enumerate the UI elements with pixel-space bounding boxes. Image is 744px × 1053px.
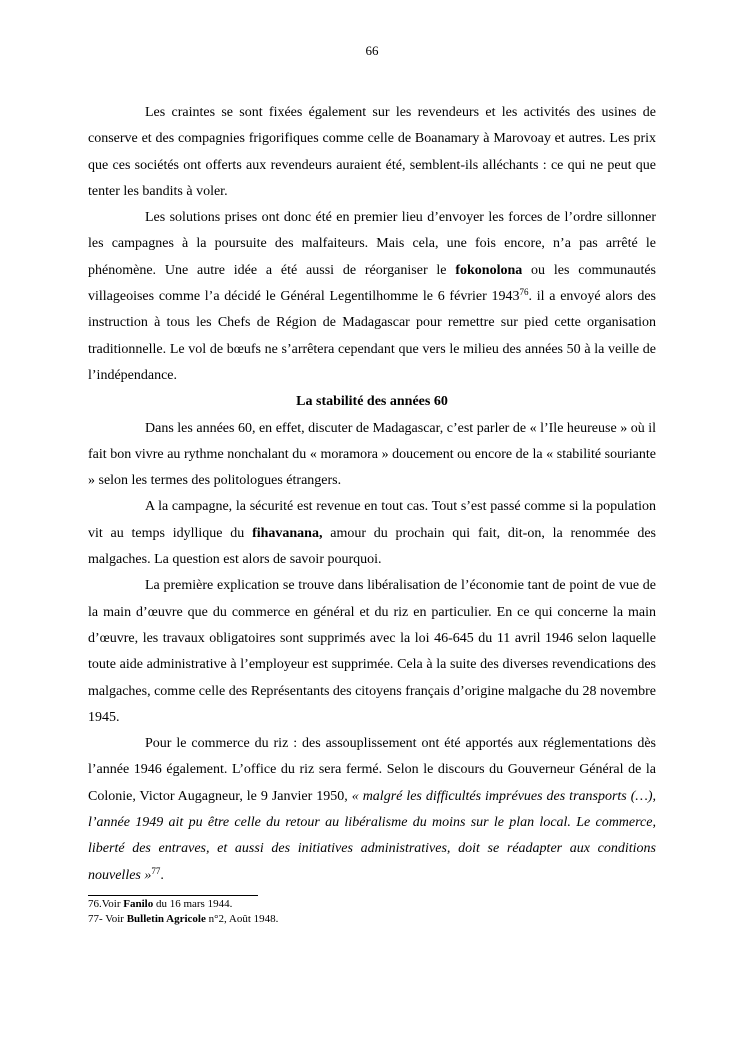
footnotes — [88, 897, 656, 927]
paragraph-1-text: Les craintes se sont fixées également sur les revendeurs et les activités des usines de conserve et des compagnies frigorifiques comme celle de Boanamary à Marovoay et autres. Les prix que ces sociétés ont offerts aux revendeurs auraient été, semblent-ils alléchants : ce qui ne peut que tenter les bandits à voler. — [88, 105, 656, 199]
footnote-77 — [88, 912, 656, 927]
paragraph-3-text: Dans les années 60, en effet, discuter de Madagascar, c’est parler de « l’Ile heureuse » où il fait bon vivre au rythme nonchalant du « moramora » doucement ou encore de la « stabilité souriante » selon les termes des politologues étrangers. — [88, 420, 656, 489]
paragraph-2 — [88, 205, 656, 389]
paragraph-4-text-b: amour du prochain qui fait, dit-on, la renommée des malgaches. La question est alors de savoir pourquoi. — [88, 525, 656, 568]
paragraph-3 — [88, 416, 656, 495]
footnote-77-suffix: n°2, Août 1948. — [205, 913, 279, 925]
page-number: 66 — [365, 43, 379, 58]
footnote-ref-77: 77 — [151, 865, 161, 876]
section-heading: La stabilité des années 60 — [296, 394, 448, 410]
paragraph-1 — [88, 100, 656, 205]
term-fihavanana: fihavanana, — [252, 525, 323, 541]
footnote-77-source: Bulletin Agricole — [126, 913, 206, 925]
body-text — [88, 100, 656, 889]
term-fokonolona: fokonolona — [455, 262, 523, 278]
paragraph-6-end: . — [160, 867, 164, 883]
footnote-76-suffix: du 16 mars 1944. — [153, 898, 233, 910]
paragraph-4 — [88, 494, 656, 573]
paragraph-2-text-b: ou les communautés villageoises comme l’a décidé le Général Legentilhomme le 6 février 1943 — [88, 262, 656, 305]
paragraph-6 — [88, 731, 656, 889]
footnote-76 — [88, 897, 656, 912]
paragraph-4-text-a: A la campagne, la sécurité est revenue en tout cas. Tout s’est passé comme si la population vit au temps idyllique du — [88, 499, 656, 541]
paragraph-5 — [88, 573, 656, 731]
footnote-77-prefix: 77- Voir — [88, 913, 127, 925]
footnote-76-source: Fanilo — [123, 898, 154, 910]
paragraph-6-text-a: Pour le commerce du riz : des assouplissement ont été apportés aux réglementations dès l’année 1946 également. L’office du riz sera fermé. Selon le discours du Gouverneur Général de la Colonie, Victor Augagneur, le 9 Janvier 1950, — [88, 736, 656, 804]
footnote-76-prefix: 76.Voir — [88, 898, 124, 910]
footnote-separator — [88, 895, 258, 896]
quotation: « malgré les difficultés imprévues des transports (…), l’année 1949 ait pu être celle du retour au libéralisme du moins sur le plan local. Le commerce, liberté des entraves, et aussi des initiatives administratives, doit se réadapter aux conditions nouvelles » — [88, 788, 656, 883]
paragraph-2-text-a: Les solutions prises ont donc été en premier lieu d’envoyer les forces de l’ordre sillonner les campagnes à la poursuite des malfaiteurs. Mais cela, une fois encore, n’a pas arrêté le phénomène. Une autre idée a été aussi de réorganiser le — [88, 210, 656, 278]
paragraph-2-text-c: . il a envoyé alors des instruction à tous les Chefs de Région de Madagascar pour remettre sur pied cette organisation traditionnelle. Le vol de bœufs ne s’arrêtera cependant que vers le milieu des années 50 à la veille de l’indépendance. — [88, 289, 656, 383]
footnote-ref-76: 76 — [519, 287, 529, 298]
paragraph-5-text: La première explication se trouve dans libéralisation de l’économie tant de point de vue de la main d’œuvre que du commerce en général et du riz en particulier. En ce qui concerne la main d’œuvre, les travaux obligatoires sont supprimés avec la loi 46-645 du 11 avril 1946 selon laquelle toute aide administrative à l’employeur est supprimée. Cela à la suite des diverses revendications des malgaches, comme celle des Représentants des citoyens français d’origine malgache du 28 novembre 1945. — [88, 578, 656, 725]
